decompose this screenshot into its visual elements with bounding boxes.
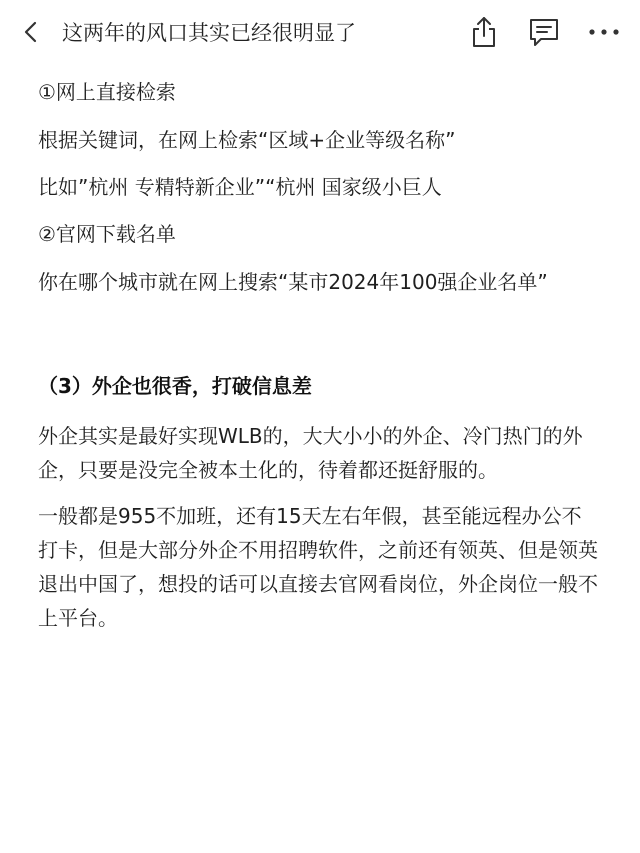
back-button[interactable] — [14, 14, 50, 50]
chevron-left-icon — [20, 20, 44, 44]
share-icon — [469, 15, 499, 49]
comment-button[interactable] — [524, 12, 564, 52]
section3-title: （3）外企也很香，打破信息差 — [38, 374, 312, 398]
item2-text: 你在哪个城市就在网上搜索“某市2024年100强企业名单” — [38, 270, 548, 294]
more-dots-icon — [587, 27, 621, 37]
more-button[interactable] — [584, 12, 624, 52]
item1-line2: 比如”杭州 专精特新企业”“杭州 国家级小巨人 — [38, 175, 442, 199]
page-title: 这两年的风口其实已经很明显了 — [62, 21, 356, 45]
share-button[interactable] — [464, 12, 504, 52]
section3-paragraph-1: 外企其实是最好实现WLB的，大大小小的外企、冷门热门的外企，只要是没完全被本土化的，待着都还挺舒服的。 — [38, 424, 583, 482]
comment-icon — [527, 15, 561, 49]
item1-title: ①网上直接检索 — [38, 80, 176, 104]
nav-bar — [0, 0, 640, 66]
section3-paragraph-2: 一般都是955不加班，还有15天左右年假，甚至能远程办公不打卡，但是大部分外企不用招聘软件，之前还有领英、但是领英退出中国了，想投的话可以直接去官网看岗位，外企岗位一般不上平台。 — [38, 504, 598, 630]
article-body — [38, 74, 598, 635]
item1-line1: 根据关键词，在网上检索“区域+企业等级名称” — [38, 128, 456, 152]
item2-title: ②官网下载名单 — [38, 222, 176, 246]
